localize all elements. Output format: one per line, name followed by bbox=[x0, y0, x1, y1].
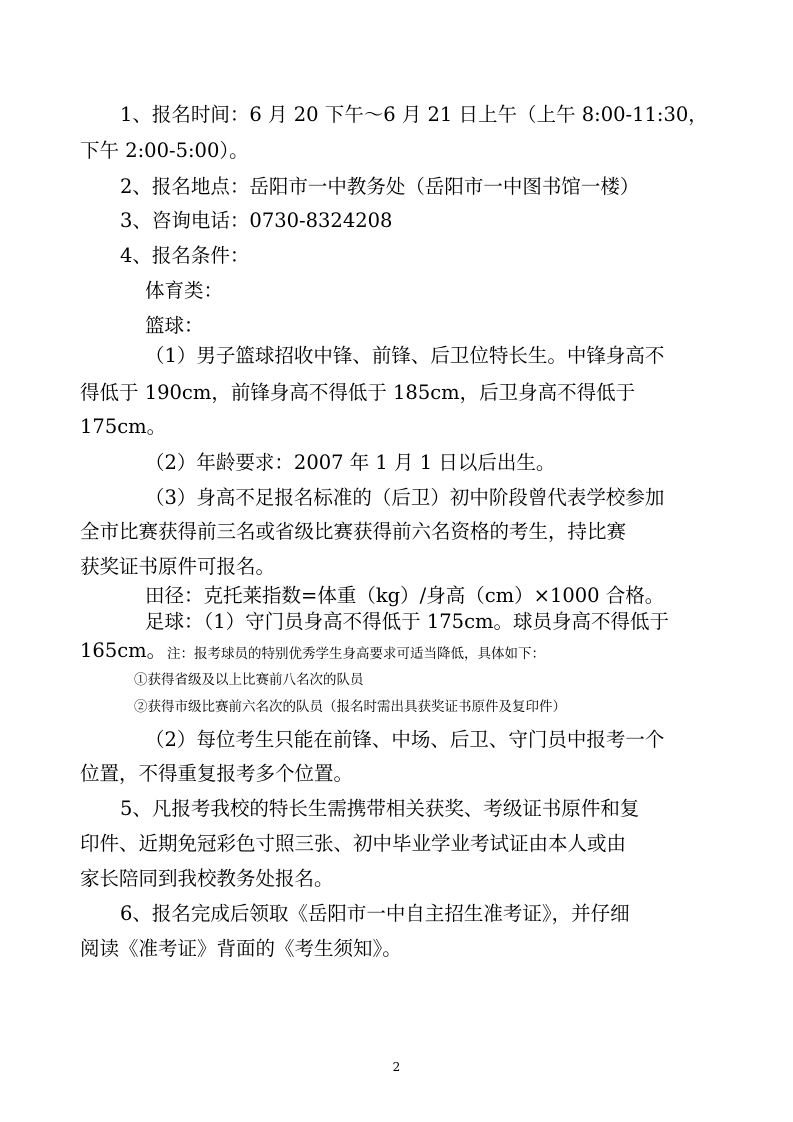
text-line: 得低于 190cm，前锋身高不得低于 185cm，后卫身高不得低于 bbox=[80, 381, 636, 404]
text-line: 下午 2:00-5:00）。 bbox=[80, 139, 249, 162]
text-line: 3、咨询电话：0730-8324208 bbox=[120, 209, 393, 232]
text-line: 篮球： bbox=[145, 314, 204, 337]
page-number: 2 bbox=[392, 1060, 401, 1074]
text-line: （2）年龄要求：2007 年 1 月 1 日以后出生。 bbox=[145, 451, 556, 474]
text-line: （1）男子篮球招收中锋、前锋、后卫位特长生。中锋身高不 bbox=[145, 344, 665, 367]
text-line: （3）身高不足报名标准的（后卫）初中阶段曾代表学校参加 bbox=[145, 486, 665, 509]
text-line: 175cm。 bbox=[80, 415, 167, 438]
text-line: 4、报名条件： bbox=[120, 244, 250, 267]
text-line: 家长陪同到我校教务处报名。 bbox=[80, 867, 334, 890]
text-line: 获奖证书原件可报名。 bbox=[80, 555, 276, 578]
text-line: 165cm。 bbox=[80, 639, 167, 662]
text-line: 2、报名地点：岳阳市一中教务处（岳阳市一中图书馆一楼） bbox=[120, 175, 640, 198]
text-line: 足球：（1）守门员身高不得低于 175cm。球员身高不得低于 bbox=[145, 610, 669, 633]
text-line: 田径：克托莱指数=体重（kg）/身高（cm）×1000 合格。 bbox=[145, 584, 665, 607]
text-line: 印件、近期免冠彩色寸照三张、初中毕业学业考试证由本人或由 bbox=[80, 832, 627, 855]
note-list-item: ②获得市级比赛前六名次的队员（报名时需出具获奖证书原件及复印件） bbox=[134, 699, 566, 715]
text-line: 5、凡报考我校的特长生需携带相关获奖、考级证书原件和复 bbox=[120, 797, 640, 820]
text-line: 阅读《准考证》背面的《考生须知》。 bbox=[80, 937, 402, 960]
text-line: 1、报名时间：6 月 20 下午～6 月 21 日上午（上午 8:00-11:30， bbox=[120, 103, 708, 126]
text-line: （2）每位考生只能在前锋、中场、后卫、守门员中报考一个 bbox=[145, 728, 665, 751]
note-line: 注：报考球员的特别优秀学生身高要求可适当降低，具体如下： bbox=[167, 646, 545, 662]
text-line: 6、报名完成后领取《岳阳市一中自主招生准考证》，并仔细 bbox=[120, 902, 630, 925]
text-line: 位置，不得重复报考多个位置。 bbox=[80, 762, 354, 785]
note-list-item: ①获得省级及以上比赛前八名次的队员 bbox=[134, 672, 364, 688]
text-line: 体育类： bbox=[145, 279, 224, 302]
text-line: 全市比赛获得前三名或省级比赛获得前六名资格的考生，持比赛 bbox=[80, 520, 627, 543]
